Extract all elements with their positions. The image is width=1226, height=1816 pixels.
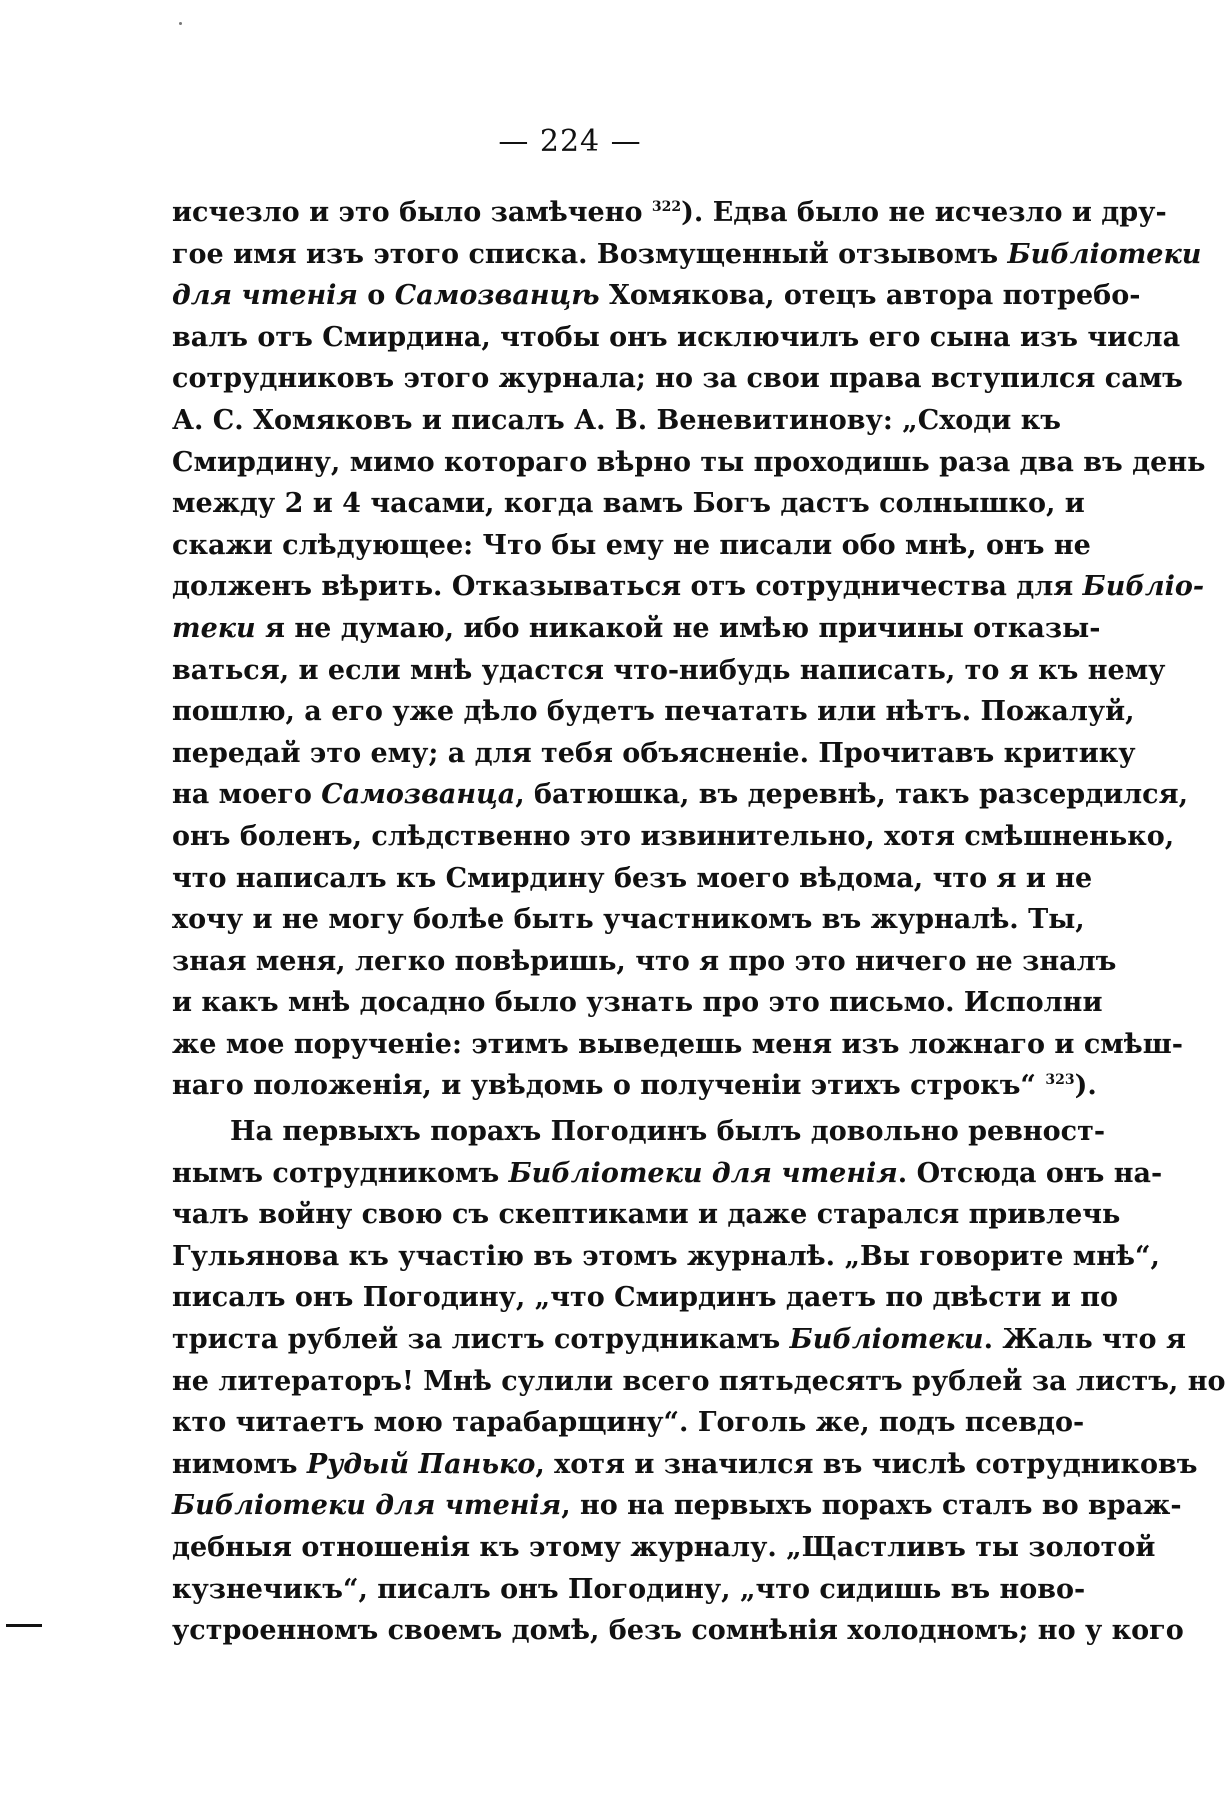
text-run: А. С. Хомяковъ и писалъ А. В. Веневитинову: „Сходи къ <box>172 404 1061 436</box>
text-line <box>172 1402 1085 1444</box>
text-run: ). <box>1074 1070 1097 1102</box>
text-line <box>172 234 1202 276</box>
text-run: Гульянова къ участію въ этомъ журналѣ. „Вы говорите мнѣ“, <box>172 1240 1160 1272</box>
text-line <box>172 483 1085 525</box>
text-line <box>172 941 1117 983</box>
italic-title: Рудый Панько <box>306 1448 536 1480</box>
text-run: дебныя отношенія къ этому журналу. „Щастливъ ты золотой <box>172 1532 1156 1563</box>
text-run: между 2 и 4 часами, когда вамъ Богъ дастъ солнышко, и <box>172 488 1085 520</box>
text-run: писалъ онъ Погодину, „что Смирдинъ даетъ по двѣсти и по <box>172 1282 1119 1314</box>
text-run: передай это ему; а для тебя объясненіе. Прочитавъ критику <box>172 737 1136 769</box>
text-run: сотрудниковъ этого журнала; но за свои права вступился самъ <box>172 363 1183 395</box>
text-line <box>172 275 1141 317</box>
footnote-ref: 322 <box>651 199 682 215</box>
text-line <box>172 1319 1186 1361</box>
text-run: наго положенія, и увѣдомь о полученіи этихъ строкъ“ <box>172 1070 1046 1102</box>
text-run: онъ боленъ, слѣдственно это извинительно, хотя смѣшненько, <box>172 820 1175 852</box>
text-run: . Отсюда онъ на- <box>897 1157 1163 1189</box>
text-line <box>172 1361 1226 1403</box>
text-line <box>172 733 1136 775</box>
italic-title: Библіотеки для чтенія <box>172 1490 562 1522</box>
italic-title: теки <box>172 612 256 644</box>
italic-title: Библіотеки для чтенія <box>508 1157 898 1189</box>
text-line <box>172 1277 1119 1319</box>
text-run: долженъ вѣрить. Отказываться отъ сотрудничества для <box>172 571 1083 603</box>
text-run: не литераторъ! Мнѣ сулили всего пятьдесятъ рублей за листъ, но <box>172 1365 1226 1397</box>
text-run: гое имя изъ этого списка. Возмущенный отзывомъ <box>172 238 1008 270</box>
text-line <box>172 650 1166 692</box>
text-run: кто читаетъ мою тарабарщину“. Гоголь же, подъ псевдо- <box>172 1407 1085 1439</box>
text-line <box>172 774 1188 816</box>
text-run: устроенномъ своемъ домѣ, безъ сомнѣнія холодномъ; но у кого <box>172 1615 1184 1647</box>
text-run: о <box>357 280 395 312</box>
text-line <box>172 1569 1086 1611</box>
italic-title: Библіо- <box>1082 571 1205 603</box>
text-run: чалъ войну свою съ скептиками и даже старался привлечь <box>172 1199 1121 1231</box>
text-line <box>172 1527 1156 1569</box>
text-run: и какъ мнѣ досадно было узнать про это письмо. Исполни <box>172 987 1103 1019</box>
text-run: исчезло и это было замѣчено <box>172 197 652 228</box>
text-run: кузнечикъ“, писалъ онъ Погодину, „что сидишь въ ново- <box>172 1573 1086 1605</box>
text-run: триста рублей за листъ сотрудникамъ <box>172 1324 790 1356</box>
text-line <box>172 608 1101 650</box>
footnote-ref: 323 <box>1045 1072 1075 1089</box>
italic-title: Самозванца <box>321 779 516 811</box>
text-line <box>172 1111 1106 1153</box>
italic-title: для чтенія <box>172 280 358 312</box>
page-number: — 224 — <box>498 124 642 159</box>
text-run: , хотя и значился въ числѣ сотрудниковъ <box>535 1448 1198 1480</box>
text-line <box>172 1194 1121 1236</box>
text-line <box>172 566 1205 608</box>
text-line <box>172 442 1206 484</box>
text-run: , батюшка, въ деревнѣ, такъ разсердился, <box>515 779 1188 811</box>
text-run: ваться, и если мнѣ удастся что-нибудь написать, то я къ нему <box>172 654 1166 686</box>
body-text <box>172 192 1226 1652</box>
text-run: На первыхъ порахъ Погодинъ былъ довольно ревност- <box>230 1116 1106 1148</box>
text-line <box>172 192 1167 234</box>
text-run: Хомякова, отецъ автора потребо- <box>599 280 1141 312</box>
text-run: пошлю, а его уже дѣло будетъ печатать или нѣтъ. Пожалуй, <box>172 696 1135 728</box>
text-line <box>172 317 1181 359</box>
text-run: , но на первыхъ порахъ сталъ во враж- <box>561 1490 1182 1522</box>
text-run: скажи слѣдующее: Что бы ему не писали обо мнѣ, онъ не <box>172 529 1091 561</box>
text-line <box>172 1444 1198 1486</box>
margin-dash <box>6 1624 42 1627</box>
text-line <box>172 1236 1160 1278</box>
text-line <box>172 899 1085 941</box>
text-line <box>172 1153 1163 1195</box>
text-line <box>172 525 1091 567</box>
text-run: валъ отъ Смирдина, чтобы онъ исключилъ его сына изъ числа <box>172 321 1181 353</box>
italic-title: Библіотеки <box>789 1324 984 1356</box>
text-run: на моего <box>172 779 322 811</box>
text-line <box>172 691 1135 733</box>
italic-title: Библіотеки <box>1007 238 1202 270</box>
text-line <box>172 1024 1183 1066</box>
text-run: нимомъ <box>172 1448 307 1480</box>
text-line <box>172 982 1103 1024</box>
text-run: зная меня, легко повѣришь, что я про это ничего не зналъ <box>172 945 1117 977</box>
text-line <box>172 816 1175 858</box>
text-run: что написалъ къ Смирдину безъ моего вѣдома, что я и не <box>172 862 1093 894</box>
text-line <box>172 358 1183 400</box>
text-line <box>172 1610 1184 1652</box>
italic-title: Самозванцѣ <box>394 280 600 312</box>
print-speck <box>179 22 182 25</box>
text-run: . Жаль что я <box>983 1324 1186 1356</box>
text-run: Смирдину, мимо котораго вѣрно ты проходишь раза два въ день <box>172 446 1206 478</box>
text-run: я не думаю, ибо никакой не имѣю причины отказы- <box>255 612 1101 644</box>
text-line <box>172 1065 1097 1107</box>
text-line <box>172 858 1093 900</box>
text-run: ). Едва было не исчезло и дру- <box>681 197 1167 228</box>
text-run: нымъ сотрудникомъ <box>172 1157 509 1189</box>
text-run: хочу и не могу болѣе быть участникомъ въ журналѣ. Ты, <box>172 904 1085 936</box>
text-line <box>172 1485 1182 1527</box>
text-line <box>172 400 1061 442</box>
text-run: же мое порученіе: этимъ выведешь меня изъ ложнаго и смѣш- <box>172 1028 1183 1060</box>
